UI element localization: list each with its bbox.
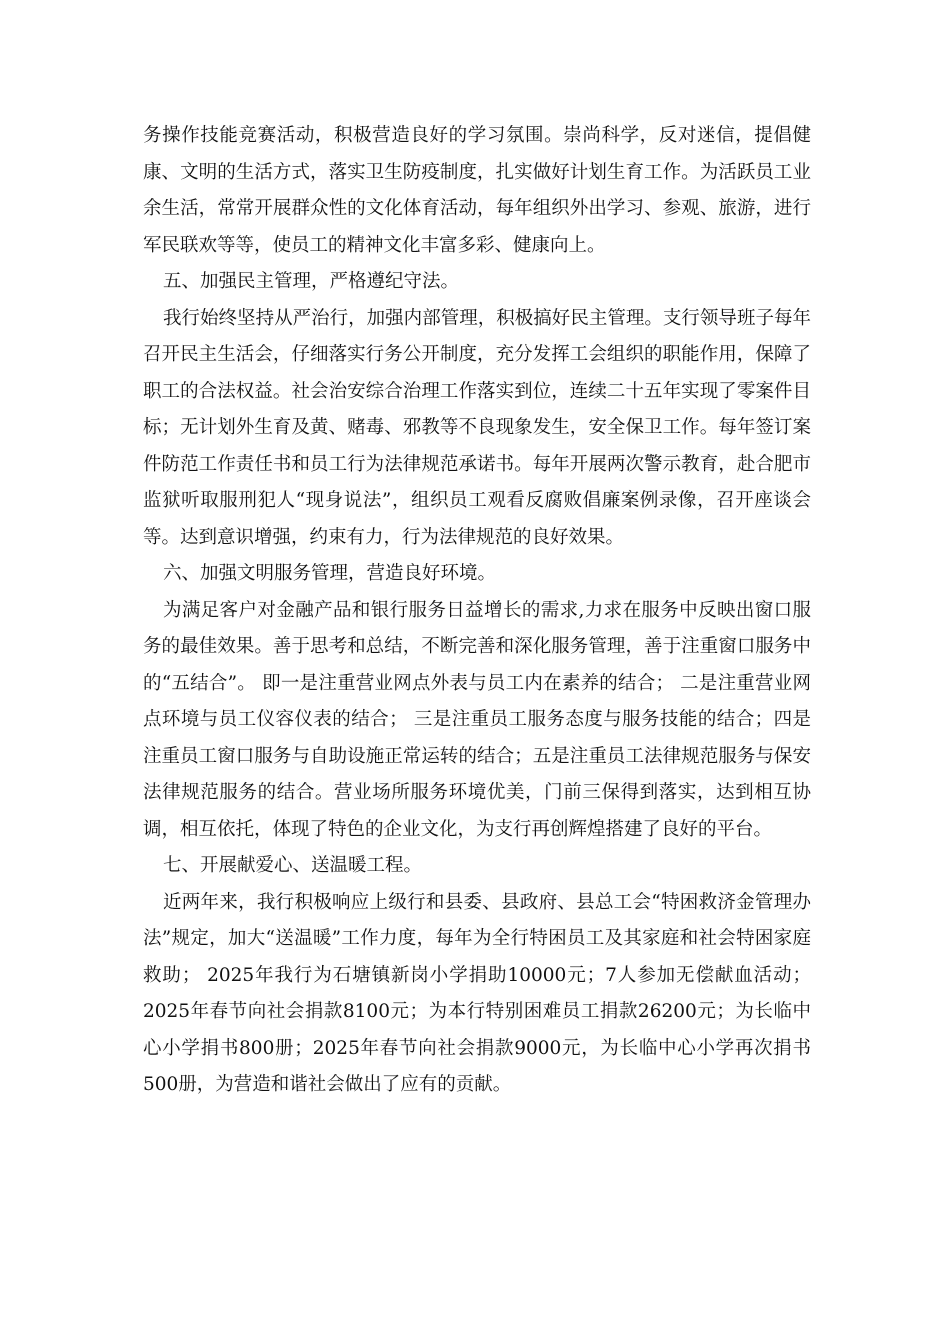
paragraph-charity-donations: 近两年来，我行积极响应上级行和县委、县政府、县总工会“特困救济金管理办法”规定，加大“送温暖”工作力度，每年为全行特困员工及其家庭和社会特困家庭救助； 2025年我行为石塘镇新岗小学捐助10000元；7人参加无偿献血活动；2025年春节向社会捐款8100元；为本行特别困难员工捐款26200元；为长临中心小学捐书800册；2025年春节向社会捐款9000元，为长临中心小学再次捐书500册，为营造和谐社会做出了应有的贡献。 [143,891,811,1095]
paragraph-democratic-management: 我行始终坚持从严治行，加强内部管理，积极搞好民主管理。支行领导班子每年召开民主生活会，仔细落实行务公开制度，充分发挥工会组织的职能作用，保障了职工的合法权益。社会治安综合治理工作落实到位，连续二十五年实现了零案件目标；无计划外生育及黄、赌毒、邪教等不良现象发生，安全保卫工作。每年签订案件防范工作责任书和员工行为法律规范承诺书。每年开展两次警示教育，赴合肥市监狱听取服刑犯人“现身说法”，组织员工观看反腐败倡廉案例录像，召开座谈会等。达到意识增强，约束有力，行为法律规范的良好效果。 [143,307,811,548]
section-heading-6: 六、加强文明服务管理，营造良好环境。 [163,563,497,584]
paragraph-civilized-service: 为满足客户对金融产品和银行服务日益增长的需求,力求在服务中反映出窗口服务的最佳效果。善于思考和总结，不断完善和深化服务管理，善于注重窗口服务中的“五结合”。 即一是注重营业网点外表与员工内在素养的结合； 二是注重营业网点环境与员工仪容仪表的结合； 三是注重员工服务态度与服务技能的结合；四是注重员工窗口服务与自助设施正常运转的结合；五是注重员工法律规范服务与保安法律规范服务的结合。营业场所服务环境优美，门前三保得到落实，达到相互协调，相互依托，体现了特色的企业文化，为支行再创辉煌搭建了良好的平台。 [143,599,811,840]
paragraph-continued-activities: 务操作技能竞赛活动，积极营造良好的学习氛围。崇尚科学，反对迷信，提倡健康、文明的生活方式，落实卫生防疫制度，扎实做好计划生育工作。为活跃员工业余生活，常常开展群众性的文化体育活动，每年组织外出学习、参观、旅游，进行军民联欢等等，使员工的精神文化丰富多彩、健康向上。 [143,125,811,256]
section-heading-7: 七、开展献爱心、送温暖工程。 [163,855,423,876]
section-heading-5: 五、加强民主管理，严格遵纪守法。 [163,271,460,292]
document-body [143,118,811,1104]
